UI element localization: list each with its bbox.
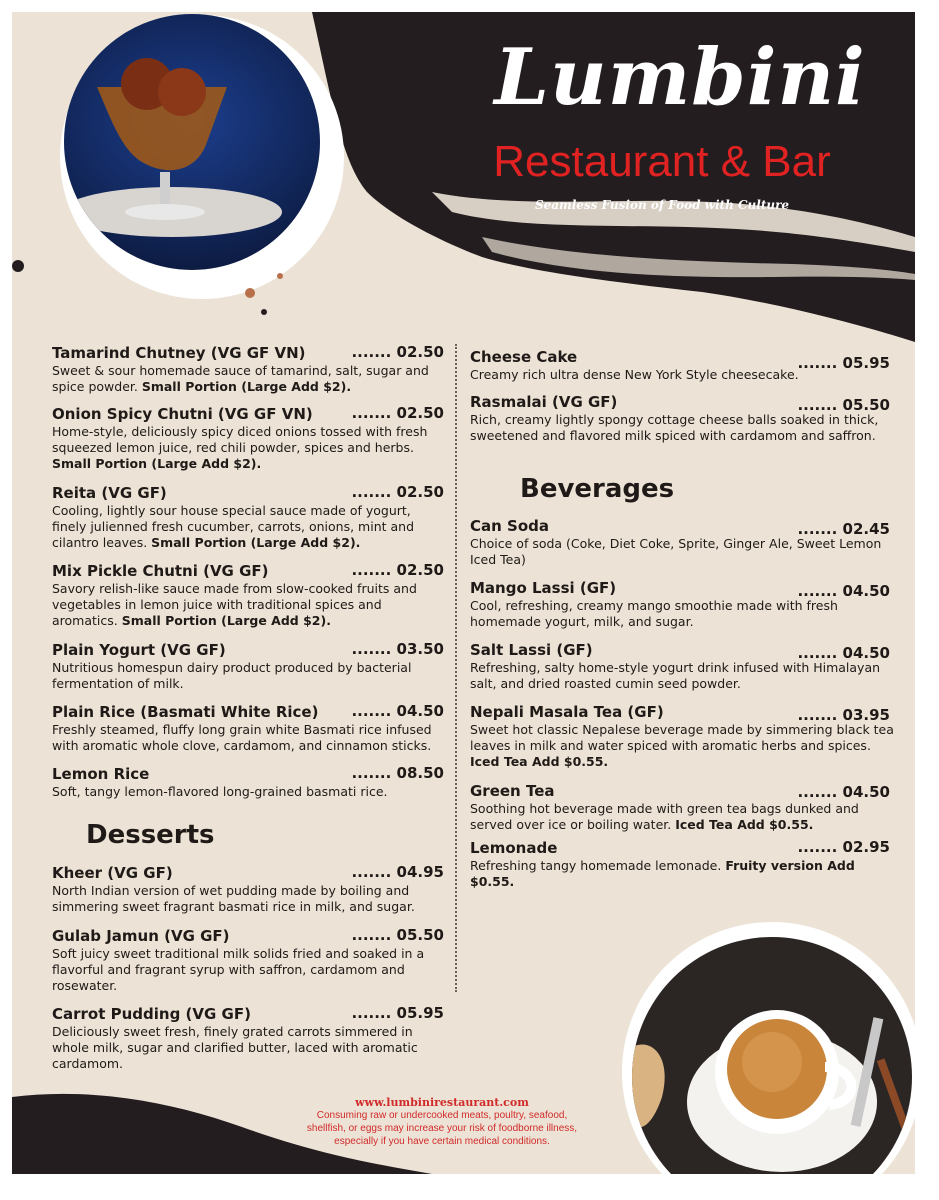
item-name: Nepali Masala Tea (GF)	[470, 703, 664, 721]
brand-subtitle: Restaurant & Bar	[493, 137, 831, 186]
item-price: ....... 02.50	[351, 404, 444, 422]
menu-item	[52, 483, 444, 551]
menu-item	[52, 1004, 444, 1072]
item-desc-text: Home-style, deliciously spicy diced onions tossed with fresh squeezed lemon juice, red chili powder, spices and herbs.	[52, 424, 428, 455]
item-desc-note: Small Portion (Large Add $2).	[121, 613, 331, 628]
item-name: Carrot Pudding (VG GF)	[52, 1005, 251, 1023]
item-price: ....... 04.95	[351, 863, 444, 881]
item-desc-text: Freshly steamed, fluffy long grain white Basmati rice infused with aromatic whole clove, cardamom, and cinnamon sticks.	[52, 722, 432, 753]
item-description	[52, 784, 444, 800]
menu-item	[470, 640, 890, 692]
item-desc-text: Cool, refreshing, creamy mango smoothie made with fresh homemade yogurt, milk, and sugar.	[470, 598, 838, 629]
item-description	[470, 801, 890, 833]
item-name: Lemonade	[470, 839, 558, 857]
menu-item	[52, 702, 444, 754]
footer	[302, 1096, 582, 1148]
item-price: ....... 02.50	[351, 343, 444, 361]
menu-sheet	[12, 12, 915, 1174]
item-description	[52, 363, 444, 395]
item-name: Mango Lassi (GF)	[470, 579, 617, 597]
item-name: Kheer (VG GF)	[52, 864, 173, 882]
item-description	[52, 424, 444, 472]
item-name: Lemon Rice	[52, 765, 150, 783]
item-name: Plain Yogurt (VG GF)	[52, 641, 226, 659]
item-desc-note: Iced Tea Add $0.55.	[470, 754, 609, 769]
item-name: Reita (VG GF)	[52, 484, 167, 502]
item-name: Salt Lassi (GF)	[470, 641, 593, 659]
menu-item	[52, 926, 444, 994]
menu-item	[470, 838, 890, 890]
item-price: ....... 05.95	[797, 354, 890, 372]
menu-item	[52, 640, 444, 692]
item-name: Can Soda	[470, 517, 549, 535]
item-description	[52, 503, 444, 551]
item-desc-text: Refreshing tangy homemade lemonade.	[470, 858, 722, 873]
item-desc-note: Small Portion (Large Add $2).	[52, 456, 262, 471]
item-price: ....... 03.50	[351, 640, 444, 658]
item-price: ....... 08.50	[351, 764, 444, 782]
food-safety-warning: Consuming raw or undercooked meats, poultry, seafood, shellfish, or eggs may increase your risk of foodborne illness, especially if you have certain medical conditions.	[306, 1110, 578, 1147]
item-price: ....... 05.95	[351, 1004, 444, 1022]
menu-item	[52, 404, 444, 472]
item-desc-text: Sweet hot classic Nepalese beverage made by simmering black tea leaves in milk and water spiced with aromatic herbs and spices.	[470, 722, 894, 753]
item-price: ....... 04.50	[351, 702, 444, 720]
menu-item	[52, 343, 444, 395]
menu-item	[470, 347, 890, 383]
item-desc-text: Choice of soda (Coke, Diet Coke, Sprite, Ginger Ale, Sweet Lemon Iced Tea)	[470, 536, 882, 567]
item-description	[52, 581, 444, 629]
item-desc-text: Sweet & sour homemade sauce of tamarind, salt, sugar and spice powder.	[52, 363, 429, 394]
item-desc-text: Soft juicy sweet traditional milk solids fried and soaked in a flavorful and fragrant syrup with saffron, cardamom and rosewater.	[52, 946, 425, 993]
item-description	[470, 722, 902, 770]
item-name: Cheese Cake	[470, 348, 578, 366]
item-name: Tamarind Chutney (VG GF VN)	[52, 344, 306, 362]
menu-item	[52, 764, 444, 800]
item-desc-text: Rich, creamy lightly spongy cottage cheese balls soaked in thick, sweetened and flavored milk spiced with cardamom and saffron.	[470, 412, 879, 443]
item-desc-text: North Indian version of wet pudding made by boiling and simmering sweet fragrant basmati rice in milk, and sugar.	[52, 883, 415, 914]
item-price: ....... 02.45	[797, 520, 890, 538]
item-price: ....... 04.50	[797, 582, 890, 600]
item-desc-note: Small Portion (Large Add $2).	[141, 379, 352, 394]
item-description	[470, 412, 890, 444]
item-price: ....... 04.50	[797, 783, 890, 801]
item-name: Plain Rice (Basmati White Rice)	[52, 703, 319, 721]
item-description	[52, 1024, 444, 1072]
item-price: ....... 03.95	[797, 706, 890, 724]
item-price: ....... 05.50	[797, 396, 890, 414]
item-desc-text: Creamy rich ultra dense New York Style cheesecake.	[470, 367, 799, 382]
item-desc-note: Iced Tea Add $0.55.	[675, 817, 814, 832]
item-desc-text: Soft, tangy lemon-flavored long-grained basmati rice.	[52, 784, 388, 799]
item-name: Mix Pickle Chutni (VG GF)	[52, 562, 269, 580]
item-price: ....... 05.50	[351, 926, 444, 944]
item-description	[52, 722, 444, 754]
menu-item	[470, 578, 890, 630]
item-price: ....... 02.50	[351, 561, 444, 579]
item-description	[470, 536, 890, 568]
item-description	[470, 858, 860, 890]
item-name: Rasmalai (VG GF)	[470, 393, 618, 411]
gulab-jamun-image	[22, 12, 352, 282]
menu-item	[470, 702, 902, 770]
item-description	[470, 660, 890, 692]
item-description	[52, 660, 444, 692]
item-description	[52, 946, 444, 994]
item-description	[52, 883, 444, 915]
menu-item	[52, 863, 444, 915]
brand-title: Lumbini	[494, 32, 866, 123]
menu-item	[470, 516, 890, 568]
brand-tagline: Seamless Fusion of Food with Culture	[534, 198, 790, 212]
menu-item	[470, 781, 890, 833]
website-link[interactable]: www.lumbinirestaurant.com	[355, 1096, 529, 1109]
item-name: Gulab Jamun (VG GF)	[52, 927, 230, 945]
item-desc-note: Fruity version Add $0.55.	[470, 858, 855, 889]
item-price: ....... 04.50	[797, 644, 890, 662]
item-desc-note: Small Portion (Large Add $2).	[151, 535, 361, 550]
desserts-heading: Desserts	[86, 820, 215, 850]
item-price: ....... 02.50	[351, 483, 444, 501]
item-desc-text: Cooling, lightly sour house special sauce made of yogurt, finely julienned fresh cucumber, carrots, onions, mint and cilantro leaves.	[52, 503, 415, 550]
menu-item	[52, 561, 444, 629]
item-price: ....... 02.95	[797, 838, 890, 856]
menu-item	[470, 392, 890, 444]
item-desc-text: Savory relish-like sauce made from slow-cooked fruits and vegetables in lemon juice with traditional spices and aromatics.	[52, 581, 417, 628]
item-desc-text: Soothing hot beverage made with green tea bags dunked and served over ice or boiling water.	[470, 801, 859, 832]
masala-tea-image	[607, 937, 915, 1174]
item-desc-text: Nutritious homespun dairy product produced by bacterial fermentation of milk.	[52, 660, 412, 691]
item-desc-text: Refreshing, salty home-style yogurt drink infused with Himalayan salt, and dried roasted cumin seed powder.	[470, 660, 881, 691]
item-desc-text: Deliciously sweet fresh, finely grated carrots simmered in whole milk, sugar and clarified butter, laced with aromatic cardamom.	[52, 1024, 418, 1071]
item-name: Green Tea	[470, 782, 555, 800]
column-divider	[455, 344, 457, 992]
item-description	[470, 598, 890, 630]
beverages-heading: Beverages	[520, 474, 675, 504]
item-name: Onion Spicy Chutni (VG GF VN)	[52, 405, 313, 423]
